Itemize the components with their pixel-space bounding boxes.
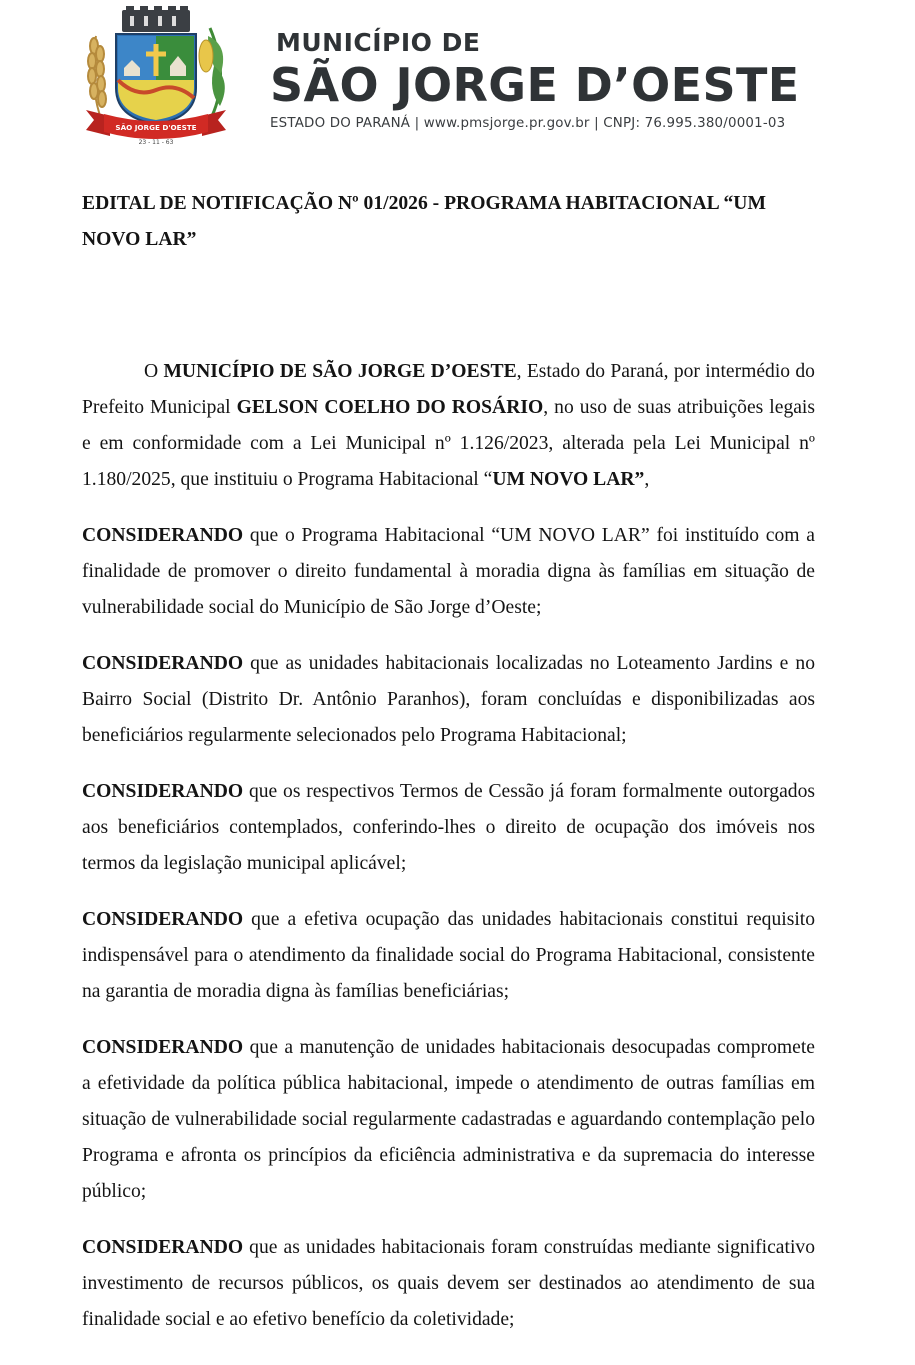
considerando-paragraph <box>82 1230 815 1338</box>
intro-bold-municipio: MUNICÍPIO DE SÃO JORGE D’OESTE <box>163 361 517 382</box>
considerando-paragraph <box>82 1030 815 1210</box>
considerando-text: que a efetiva ocupação das unidades habitacionais constitui requisito indispensável para o atendimento da finalidade social do Programa Habitacional, consistente na garantia de moradia digna às famílias beneficiárias; <box>82 909 815 1002</box>
wheat-icon <box>88 36 106 116</box>
intro-bold-program: UM NOVO LAR” <box>492 469 645 490</box>
considerando-text: que as unidades habitacionais localizadas no Loteamento Jardins e no Bairro Social (Distrito Dr. Antônio Paranhos), foram concluídas e disponibilizadas aos beneficiários regularmente selecionados pelo Programa Habitacional; <box>82 653 815 746</box>
brand-municipio-de: MUNICÍPIO DE <box>276 28 481 57</box>
considerando-paragraph <box>82 646 815 754</box>
considerando-paragraph <box>82 902 815 1010</box>
letterhead-brand <box>270 28 870 131</box>
corn-leaves-icon <box>199 28 225 116</box>
intro-text-1: O <box>144 361 164 382</box>
letterhead <box>0 0 915 150</box>
shield-icon <box>116 34 196 124</box>
considerando-text: que os respectivos Termos de Cessão já foram formalmente outorgados aos beneficiários contemplados, conferindo-lhes o direito de ocupação dos imóveis nos termos da legislação municipal aplicável; <box>82 781 815 874</box>
document-body <box>82 186 815 1338</box>
mural-crown-icon <box>122 6 190 32</box>
brand-city-name: SÃO JORGE D’OESTE <box>270 58 800 112</box>
considerando-text: que a manutenção de unidades habitacionais desocupadas compromete a efetividade da política pública habitacional, impede o atendimento de outras famílias em situação de vulnerabilidade social regularmente cadastradas e aguardando contemplação pelo Programa e afronta os princípios da eficiência administrativa e da supremacia do interesse público; <box>82 1037 815 1202</box>
considerando-lead: CONSIDERANDO <box>82 653 244 674</box>
intro-text-2: , Estado do Paraná, por intermédio do Prefeito Municipal <box>82 361 815 418</box>
intro-bold-prefeito: GELSON COELHO DO ROSÁRIO <box>236 397 544 418</box>
considerando-text: que as unidades habitacionais foram construídas mediante significativo investimento de recursos públicos, os quais devem ser destinados ao atendimento de sua finalidade social e ao efetivo benefício da coletividade; <box>82 1237 815 1330</box>
intro-text-3: , no uso de suas atribuições legais e em conformidade com a Lei Municipal nº 1.126/2023, alterada pela Lei Municipal nº 1.180/2025, que instituiu o Programa Habitacional “ <box>82 397 816 490</box>
considerando-lead: CONSIDERANDO <box>82 1037 244 1058</box>
crest-date-text: 23 - 11 - 63 <box>138 139 174 146</box>
considerando-lead: CONSIDERANDO <box>82 909 244 930</box>
considerando-lead: CONSIDERANDO <box>82 525 244 546</box>
municipal-coat-of-arms <box>80 6 232 146</box>
crest-banner-text: SÃO JORGE D'OESTE <box>115 123 197 132</box>
considerando-text: que o Programa Habitacional “UM NOVO LAR” foi instituído com a finalidade de promover o direito fundamental à moradia digna às famílias em situação de vulnerabilidade social do Município de São Jorge d’Oeste; <box>82 525 815 618</box>
considerando-lead: CONSIDERANDO <box>82 781 244 802</box>
document-title: EDITAL DE NOTIFICAÇÃO Nº 01/2026 - PROGRAMA HABITACIONAL “UM NOVO LAR” <box>82 193 766 250</box>
intro-paragraph <box>82 354 815 498</box>
brand-subtitle: ESTADO DO PARANÁ | www.pmsjorge.pr.gov.br | CNPJ: 76.995.380/0001-03 <box>270 116 786 131</box>
considerando-paragraph <box>82 518 815 626</box>
considerando-lead: CONSIDERANDO <box>82 1237 244 1258</box>
intro-text-4: , <box>644 469 650 490</box>
considerando-paragraph <box>82 774 815 882</box>
